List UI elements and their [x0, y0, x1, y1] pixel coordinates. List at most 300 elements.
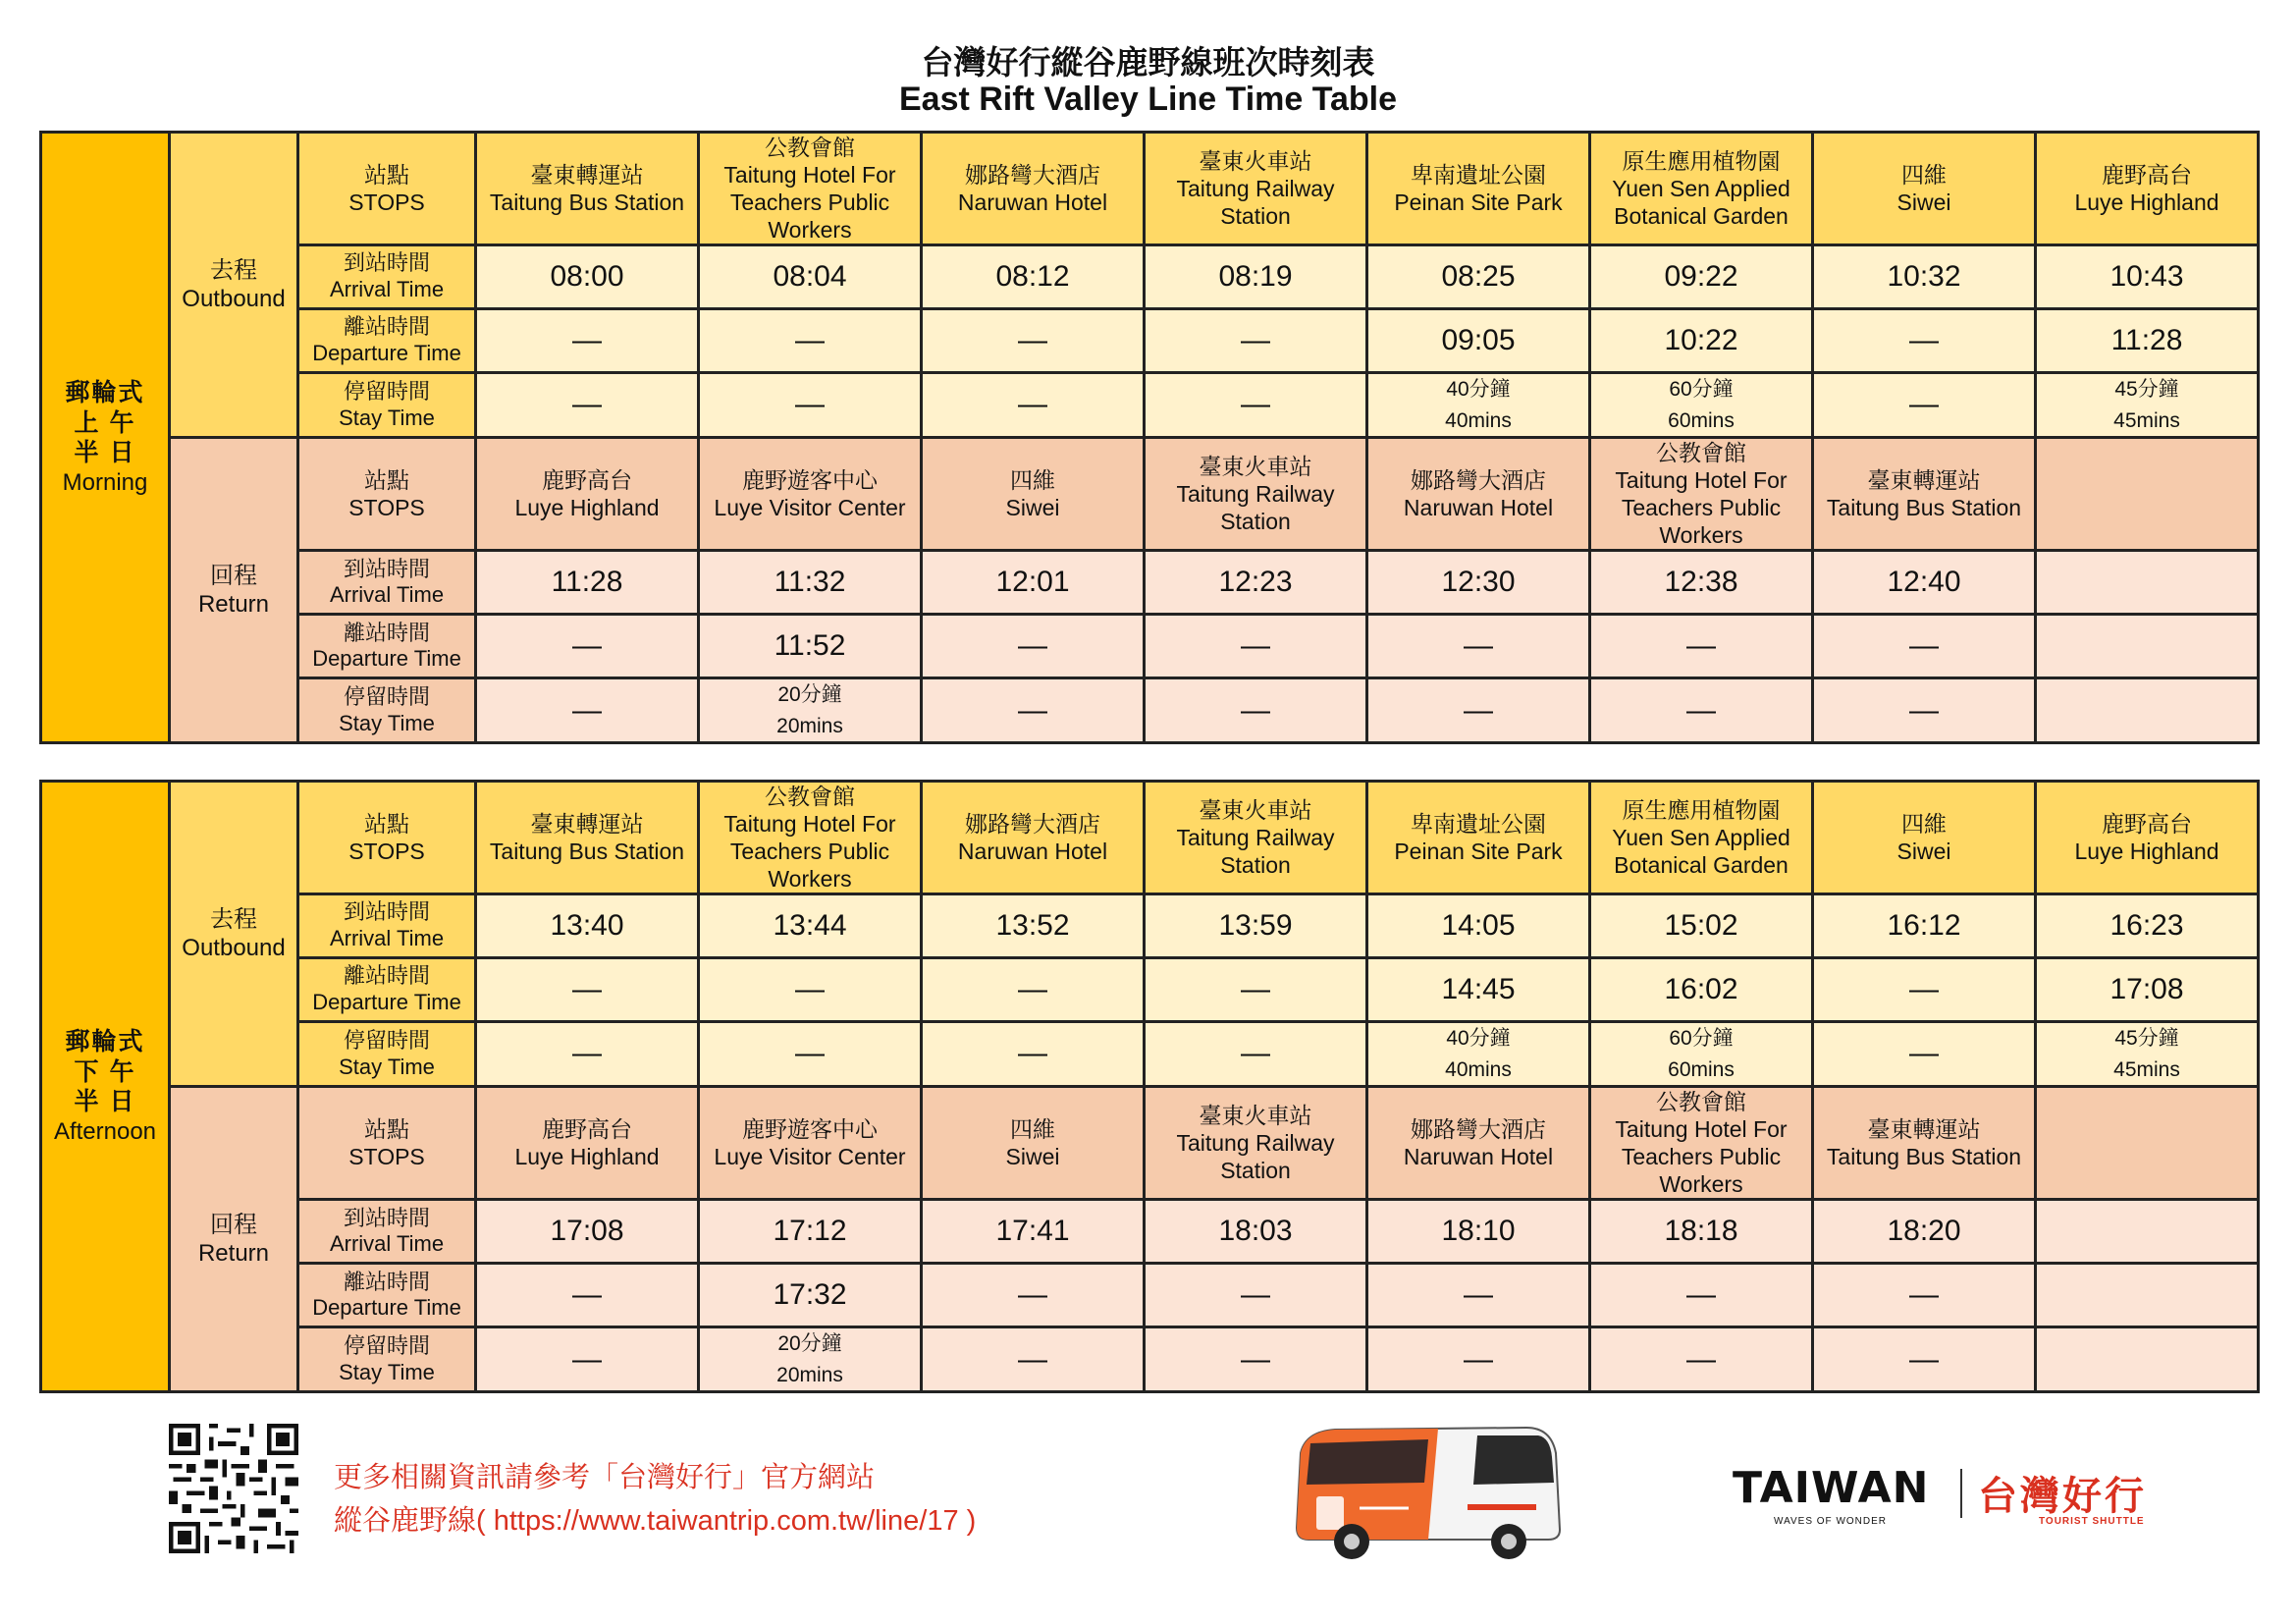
cell-line: Luye Highland: [2074, 189, 2219, 216]
departure-time-cell: —: [922, 958, 1145, 1022]
cell-line: Taitung Bus Station: [489, 189, 685, 216]
stay-time-cell: [2036, 1327, 2259, 1392]
departure-time-cell: —: [1813, 1264, 2036, 1327]
stops-row-label: [298, 782, 476, 894]
cell-line: Taitung Railway: [1176, 176, 1335, 202]
cell-line: 到站時間: [343, 1205, 430, 1230]
stop-name-cell: [1145, 782, 1367, 894]
afternoon-outbound-stops-row: [41, 782, 2259, 894]
stop-name-cell: [699, 133, 922, 245]
stay-time-cell: [2036, 373, 2259, 438]
afternoon-return-stay-row: [41, 1327, 2259, 1392]
morning-return-arrival-row: [41, 551, 2259, 615]
arrival-time-cell: 17:12: [699, 1200, 922, 1264]
cell-line: Siwei: [1896, 839, 1951, 865]
cell-line: 回程: [210, 1212, 257, 1239]
departure-row-label: [298, 958, 476, 1022]
cell-line: 去程: [210, 256, 257, 284]
cell-line: Taitung Hotel For: [723, 162, 896, 189]
stop-name-cell: [2036, 782, 2259, 894]
cell-line: Arrival Time: [329, 277, 445, 302]
cell-line: Taitung Railway: [1176, 1130, 1335, 1157]
arrival-time-cell: 11:32: [699, 551, 922, 615]
stop-name-cell: [1813, 782, 2036, 894]
departure-time-cell: —: [922, 309, 1145, 373]
morning-period-label: [41, 133, 170, 743]
afternoon-outbound-arrival-row: [41, 894, 2259, 958]
stay-time-cell: —: [476, 1022, 699, 1087]
afternoon-outbound-stay-row: [41, 1022, 2259, 1087]
arrival-time-cell: 10:43: [2036, 245, 2259, 309]
stop-name-cell: [476, 438, 699, 551]
stops-row-label: [298, 133, 476, 245]
stop-name-cell: [476, 782, 699, 894]
arrival-time-cell: 13:52: [922, 894, 1145, 958]
arrival-time-cell: 12:40: [1813, 551, 2036, 615]
period-line: 半 日: [74, 1088, 136, 1116]
stay-time-cell: —: [1367, 1327, 1590, 1392]
stop-name-cell: [699, 1087, 922, 1200]
cell-line: Naruwan Hotel: [957, 839, 1108, 865]
cell-line: 45mins: [2113, 408, 2180, 432]
stay-time-cell: —: [1145, 373, 1367, 438]
departure-time-cell: [2036, 615, 2259, 678]
arrival-time-cell: 09:22: [1590, 245, 1813, 309]
stop-name-cell: [922, 133, 1145, 245]
departure-time-cell: —: [699, 958, 922, 1022]
cell-line: 娜路彎大酒店: [965, 811, 1100, 838]
cell-line: 60分鐘: [1669, 378, 1734, 402]
cell-line: 公教會館: [765, 784, 855, 809]
departure-time-cell: 11:52: [699, 615, 922, 678]
arrival-time-cell: 08:12: [922, 245, 1145, 309]
arrival-time-cell: 12:01: [922, 551, 1145, 615]
stay-time-cell: —: [1145, 1022, 1367, 1087]
stay-row-label: [298, 373, 476, 438]
cell-line: 臺東轉運站: [1867, 1116, 1981, 1143]
cell-line: Departure Time: [312, 646, 461, 672]
departure-time-cell: —: [1145, 309, 1367, 373]
cell-line: 四維: [1901, 162, 1947, 189]
cell-line: 臺東轉運站: [530, 811, 644, 838]
brand-divider: [1960, 1469, 1962, 1518]
departure-time-cell: —: [1145, 615, 1367, 678]
stop-name-cell: [922, 438, 1145, 551]
morning-outbound-departure-row: [41, 309, 2259, 373]
cell-line: Botanical Garden: [1614, 203, 1789, 230]
cell-line: Outbound: [182, 935, 286, 962]
morning-outbound-stay-row: [41, 373, 2259, 438]
cell-line: 20mins: [776, 1363, 843, 1386]
period-line: 郵輪式: [65, 379, 145, 407]
afternoon-period-label: [41, 782, 170, 1392]
arrival-time-cell: 18:18: [1590, 1200, 1813, 1264]
departure-time-cell: 16:02: [1590, 958, 1813, 1022]
departure-time-cell: —: [476, 309, 699, 373]
cell-line: Siwei: [1896, 189, 1951, 216]
departure-time-cell: 11:28: [2036, 309, 2259, 373]
arrival-row-label: [298, 245, 476, 309]
cell-line: 20mins: [776, 714, 843, 737]
cell-line: 停留時間: [343, 1333, 430, 1359]
cell-line: Arrival Time: [329, 926, 445, 951]
stop-name-cell: [1367, 1087, 1590, 1200]
departure-time-cell: 17:08: [2036, 958, 2259, 1022]
departure-time-cell: —: [476, 1264, 699, 1327]
cell-line: 原生應用植物園: [1622, 148, 1781, 175]
cell-line: 45分鐘: [2114, 1027, 2179, 1051]
cell-line: 鹿野高台: [2102, 162, 2192, 189]
taiwan-tourist-shuttle-logo: [1733, 1463, 2223, 1532]
arrival-time-cell: 14:05: [1367, 894, 1590, 958]
morning-return-departure-row: [41, 615, 2259, 678]
arrival-time-cell: 18:10: [1367, 1200, 1590, 1264]
stay-time-cell: —: [922, 1022, 1145, 1087]
arrival-time-cell: 11:28: [476, 551, 699, 615]
cell-line: STOPS: [348, 839, 425, 865]
stay-row-label: [298, 678, 476, 743]
morning-outbound-arrival-row: [41, 245, 2259, 309]
departure-row-label: [298, 1264, 476, 1327]
arrival-time-cell: 13:44: [699, 894, 922, 958]
brand-taiwan-text: TAIWAN: [1733, 1463, 1930, 1513]
stop-name-cell: [1813, 438, 2036, 551]
stop-name-cell: [1145, 1087, 1367, 1200]
stop-name-cell: [476, 1087, 699, 1200]
departure-row-label: [298, 615, 476, 678]
arrival-time-cell: 13:40: [476, 894, 699, 958]
cell-line: Stay Time: [339, 1359, 435, 1384]
cell-line: Workers: [768, 217, 852, 244]
stay-time-cell: [1367, 373, 1590, 438]
departure-time-cell: 14:45: [1367, 958, 1590, 1022]
cell-line: 鹿野高台: [542, 1116, 632, 1143]
afternoon-outbound-direction-label: [170, 782, 298, 1087]
cell-line: Station: [1220, 852, 1291, 879]
cell-line: Naruwan Hotel: [1403, 495, 1554, 521]
stop-name-cell: [1367, 133, 1590, 245]
cell-line: Arrival Time: [329, 582, 445, 608]
stay-time-cell: —: [922, 678, 1145, 743]
period-line: Afternoon: [53, 1117, 157, 1145]
cell-line: Luye Highland: [2074, 839, 2219, 865]
stay-row-label: [298, 1022, 476, 1087]
stop-name-cell: [1813, 133, 2036, 245]
cell-line: Stay Time: [339, 710, 435, 735]
stop-name-cell: [1590, 1087, 1813, 1200]
cell-line: Departure Time: [312, 341, 461, 366]
stop-name-cell: [1590, 782, 1813, 894]
departure-time-cell: —: [1813, 958, 2036, 1022]
cell-line: 停留時間: [343, 1027, 430, 1053]
stop-name-cell: [699, 438, 922, 551]
brand-subtitle: TOURIST SHUTTLE: [2039, 1516, 2145, 1527]
arrival-time-cell: 18:03: [1145, 1200, 1367, 1264]
cell-line: 離站時間: [343, 314, 430, 340]
stop-name-cell: [2036, 438, 2259, 551]
cell-line: 臺東轉運站: [530, 162, 644, 189]
cell-line: Taitung Railway: [1176, 481, 1335, 508]
cell-line: 鹿野高台: [542, 467, 632, 494]
cell-line: 停留時間: [343, 378, 430, 404]
stay-row-label: [298, 1327, 476, 1392]
afternoon-return-arrival-row: [41, 1200, 2259, 1264]
afternoon-timetable: [39, 780, 2260, 1393]
stay-time-cell: [699, 678, 922, 743]
footer-info-text: 更多相關資訊請參考「台灣好行」官方網站: [334, 1462, 876, 1493]
stay-time-cell: [1590, 373, 1813, 438]
period-line: 下 午: [74, 1057, 136, 1086]
cell-line: 娜路彎大酒店: [965, 162, 1100, 189]
cell-line: STOPS: [348, 495, 425, 521]
cell-line: 四維: [1901, 811, 1947, 838]
cell-line: Station: [1220, 1158, 1291, 1184]
cell-line: 站點: [364, 467, 409, 494]
stay-time-cell: —: [476, 373, 699, 438]
brand-tagline: WAVES OF WONDER: [1774, 1516, 1887, 1527]
departure-time-cell: —: [922, 615, 1145, 678]
cell-line: Peinan Site Park: [1394, 839, 1563, 865]
departure-time-cell: —: [922, 1264, 1145, 1327]
page-title-en: East Rift Valley Line Time Table: [898, 81, 1398, 118]
cell-line: STOPS: [348, 1144, 425, 1170]
stay-time-cell: [699, 1327, 922, 1392]
arrival-time-cell: 18:20: [1813, 1200, 2036, 1264]
qr-code-icon[interactable]: [169, 1424, 298, 1553]
cell-line: 60mins: [1668, 1057, 1735, 1081]
departure-time-cell: [2036, 1264, 2259, 1327]
stay-time-cell: —: [476, 678, 699, 743]
stay-time-cell: —: [476, 1327, 699, 1392]
cell-line: Outbound: [182, 286, 286, 313]
cell-line: 回程: [210, 563, 257, 590]
departure-time-cell: —: [476, 958, 699, 1022]
period-line: 半 日: [74, 439, 136, 467]
page-title-zh: 台灣好行縱谷鹿野線班次時刻表: [921, 44, 1375, 81]
cell-line: 卑南遺址公園: [1411, 162, 1546, 189]
cell-line: 臺東火車站: [1199, 797, 1312, 824]
stay-time-cell: —: [1813, 1327, 2036, 1392]
arrival-time-cell: 12:23: [1145, 551, 1367, 615]
arrival-time-cell: 17:41: [922, 1200, 1145, 1264]
departure-time-cell: 09:05: [1367, 309, 1590, 373]
arrival-time-cell: 12:38: [1590, 551, 1813, 615]
cell-line: Teachers Public: [1621, 495, 1782, 521]
arrival-row-label: [298, 551, 476, 615]
stop-name-cell: [1145, 438, 1367, 551]
stop-name-cell: [699, 782, 922, 894]
cell-line: Teachers Public: [729, 189, 890, 216]
morning-timetable: [39, 131, 2260, 744]
stay-time-cell: —: [1145, 678, 1367, 743]
cell-line: 鹿野高台: [2102, 811, 2192, 838]
cell-line: Arrival Time: [329, 1231, 445, 1257]
cell-line: 40mins: [1445, 1057, 1512, 1081]
stay-time-cell: —: [1813, 1022, 2036, 1087]
cell-line: Taitung Railway: [1176, 825, 1335, 851]
cell-line: 到站時間: [343, 556, 430, 581]
departure-time-cell: —: [1367, 615, 1590, 678]
stop-name-cell: [476, 133, 699, 245]
cell-line: Taitung Hotel For: [1615, 1116, 1788, 1143]
cell-line: 原生應用植物園: [1622, 797, 1781, 824]
cell-line: Departure Time: [312, 990, 461, 1015]
arrival-time-cell: 08:25: [1367, 245, 1590, 309]
departure-time-cell: —: [1813, 309, 2036, 373]
stop-name-cell: [1813, 1087, 2036, 1200]
cell-line: 站點: [364, 162, 409, 189]
cell-line: 60mins: [1668, 408, 1735, 432]
arrival-time-cell: 08:19: [1145, 245, 1367, 309]
stay-time-cell: [1367, 1022, 1590, 1087]
cell-line: 鹿野遊客中心: [742, 1116, 878, 1143]
cell-line: Taitung Hotel For: [723, 811, 896, 838]
cell-line: Yuen Sen Applied: [1612, 825, 1790, 851]
stay-time-cell: —: [1590, 1327, 1813, 1392]
stops-row-label: [298, 438, 476, 551]
cell-line: Return: [197, 591, 270, 619]
departure-time-cell: —: [1590, 1264, 1813, 1327]
period-line: Morning: [62, 468, 148, 496]
cell-line: STOPS: [348, 189, 425, 216]
cell-line: 鹿野遊客中心: [742, 467, 878, 494]
arrival-time-cell: 17:08: [476, 1200, 699, 1264]
departure-time-cell: 17:32: [699, 1264, 922, 1327]
departure-time-cell: 10:22: [1590, 309, 1813, 373]
arrival-time-cell: [2036, 1200, 2259, 1264]
stay-time-cell: —: [1367, 678, 1590, 743]
cell-line: Naruwan Hotel: [1403, 1144, 1554, 1170]
cell-line: Stay Time: [339, 1054, 435, 1079]
departure-time-cell: —: [1145, 1264, 1367, 1327]
cell-line: Botanical Garden: [1614, 852, 1789, 879]
arrival-time-cell: 08:00: [476, 245, 699, 309]
cell-line: 娜路彎大酒店: [1411, 467, 1546, 494]
departure-time-cell: —: [1590, 615, 1813, 678]
cell-line: 20分鐘: [777, 1332, 842, 1356]
arrival-time-cell: [2036, 551, 2259, 615]
departure-time-cell: —: [1813, 615, 2036, 678]
arrival-time-cell: 16:23: [2036, 894, 2259, 958]
cell-line: 60分鐘: [1669, 1027, 1734, 1051]
cell-line: 到站時間: [343, 250, 430, 276]
stop-name-cell: [1367, 782, 1590, 894]
departure-time-cell: —: [1367, 1264, 1590, 1327]
stop-name-cell: [2036, 1087, 2259, 1200]
cell-line: Luye Visitor Center: [714, 495, 906, 521]
cell-line: Luye Highland: [514, 1144, 660, 1170]
cell-line: 20分鐘: [777, 683, 842, 707]
cell-line: Return: [197, 1240, 270, 1268]
arrival-time-cell: 16:12: [1813, 894, 2036, 958]
cell-line: 45分鐘: [2114, 378, 2179, 402]
arrival-time-cell: 08:04: [699, 245, 922, 309]
departure-time-cell: —: [699, 309, 922, 373]
departure-row-label: [298, 309, 476, 373]
cell-line: 四維: [1010, 1116, 1055, 1143]
cell-line: Luye Highland: [514, 495, 660, 521]
arrival-row-label: [298, 1200, 476, 1264]
stay-time-cell: [2036, 678, 2259, 743]
morning-return-stops-row: [41, 438, 2259, 551]
cell-line: 到站時間: [343, 899, 430, 925]
cell-line: Teachers Public: [1621, 1144, 1782, 1170]
cell-line: 臺東火車站: [1199, 1103, 1312, 1129]
stay-time-cell: —: [922, 1327, 1145, 1392]
stay-time-cell: —: [699, 373, 922, 438]
cell-line: Taitung Hotel For: [1615, 467, 1788, 494]
cell-line: 公教會館: [1656, 440, 1746, 466]
morning-return-stay-row: [41, 678, 2259, 743]
stay-time-cell: —: [922, 373, 1145, 438]
afternoon-return-departure-row: [41, 1264, 2259, 1327]
morning-outbound-stops-row: [41, 133, 2259, 245]
cell-line: 四維: [1010, 467, 1055, 494]
cell-line: Siwei: [1005, 495, 1060, 521]
stay-time-cell: —: [1145, 1327, 1367, 1392]
afternoon-return-stops-row: [41, 1087, 2259, 1200]
cell-line: Stay Time: [339, 405, 435, 430]
cell-line: Departure Time: [312, 1295, 461, 1321]
cell-line: Taitung Bus Station: [489, 839, 685, 865]
stay-time-cell: [2036, 1022, 2259, 1087]
period-line: 上 午: [74, 408, 136, 437]
tourist-shuttle-bus-icon: [1281, 1414, 1575, 1571]
stay-time-cell: —: [699, 1022, 922, 1087]
stay-time-cell: —: [1813, 678, 2036, 743]
cell-line: 卑南遺址公園: [1411, 811, 1546, 838]
departure-time-cell: —: [476, 615, 699, 678]
afternoon-outbound-departure-row: [41, 958, 2259, 1022]
cell-line: Taitung Bus Station: [1826, 495, 2022, 521]
arrival-row-label: [298, 894, 476, 958]
stops-row-label: [298, 1087, 476, 1200]
cell-line: 公教會館: [765, 135, 855, 160]
cell-line: Teachers Public: [729, 839, 890, 865]
cell-line: 離站時間: [343, 620, 430, 645]
cell-line: 40分鐘: [1446, 378, 1511, 402]
cell-line: 公教會館: [1656, 1089, 1746, 1115]
stop-name-cell: [922, 782, 1145, 894]
departure-time-cell: —: [1145, 958, 1367, 1022]
cell-line: 臺東轉運站: [1867, 467, 1981, 494]
cell-line: Workers: [1659, 1171, 1743, 1198]
cell-line: 娜路彎大酒店: [1411, 1116, 1546, 1143]
cell-line: Siwei: [1005, 1144, 1060, 1170]
arrival-time-cell: 13:59: [1145, 894, 1367, 958]
cell-line: Taitung Bus Station: [1826, 1144, 2022, 1170]
cell-line: Workers: [768, 866, 852, 893]
morning-outbound-direction-label: [170, 133, 298, 438]
cell-line: Station: [1220, 509, 1291, 535]
cell-line: 40分鐘: [1446, 1027, 1511, 1051]
cell-line: 站點: [364, 1116, 409, 1143]
arrival-time-cell: 15:02: [1590, 894, 1813, 958]
cell-line: 離站時間: [343, 1269, 430, 1294]
footer-website-link[interactable]: 縱谷鹿野線( https://www.taiwantrip.com.tw/line/17 ): [334, 1505, 977, 1537]
stay-time-cell: —: [1813, 373, 2036, 438]
cell-line: 停留時間: [343, 684, 430, 710]
cell-line: Yuen Sen Applied: [1612, 176, 1790, 202]
cell-line: 站點: [364, 811, 409, 838]
arrival-time-cell: 10:32: [1813, 245, 2036, 309]
cell-line: Workers: [1659, 522, 1743, 549]
stop-name-cell: [1367, 438, 1590, 551]
stop-name-cell: [922, 1087, 1145, 1200]
stop-name-cell: [1590, 133, 1813, 245]
cell-line: 離站時間: [343, 963, 430, 989]
cell-line: 去程: [210, 905, 257, 933]
